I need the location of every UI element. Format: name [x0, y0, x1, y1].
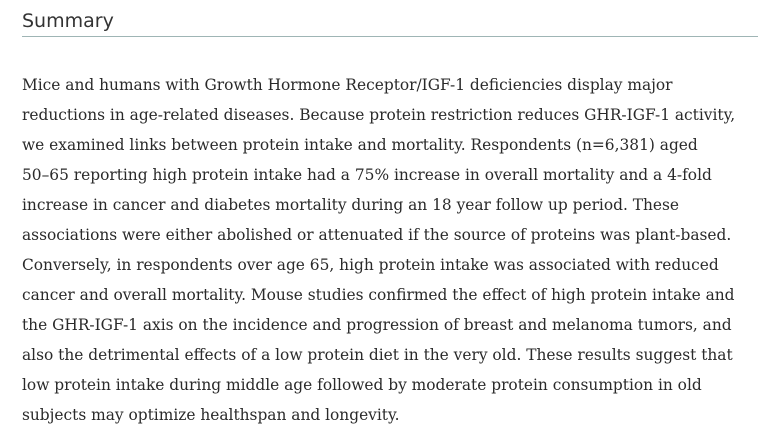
abstract-line: the GHR-IGF-1 axis on the incidence and progression of breast and melanoma tumors, and — [22, 316, 732, 334]
section-header — [22, 9, 758, 37]
abstract-line: associations were either abolished or attenuated if the source of proteins was plant-based. — [22, 226, 732, 244]
section-title: Summary — [22, 10, 114, 32]
abstract-line: reductions in age-related diseases. Because protein restriction reduces GHR-IGF-1 activity, — [22, 106, 736, 124]
abstract-line: also the detrimental effects of a low protein diet in the very old. These results suggest that — [22, 346, 733, 364]
abstract-line: we examined links between protein intake and mortality. Respondents (n=6,381) aged — [22, 136, 698, 154]
abstract-paragraph — [22, 70, 762, 430]
abstract-line: Conversely, in respondents over age 65, high protein intake was associated with reduced — [22, 256, 719, 274]
abstract-line: Mice and humans with Growth Hormone Receptor/IGF-1 deficiencies display major — [22, 76, 673, 94]
abstract-line: 50–65 reporting high protein intake had a 75% increase in overall mortality and a 4-fold — [22, 166, 712, 184]
abstract-line: cancer and overall mortality. Mouse studies confirmed the effect of high protein intake and — [22, 286, 735, 304]
abstract-line: increase in cancer and diabetes mortality during an 18 year follow up period. These — [22, 196, 680, 214]
abstract-line: low protein intake during middle age followed by moderate protein consumption in old — [22, 376, 702, 394]
abstract-line: subjects may optimize healthspan and longevity. — [22, 406, 400, 424]
